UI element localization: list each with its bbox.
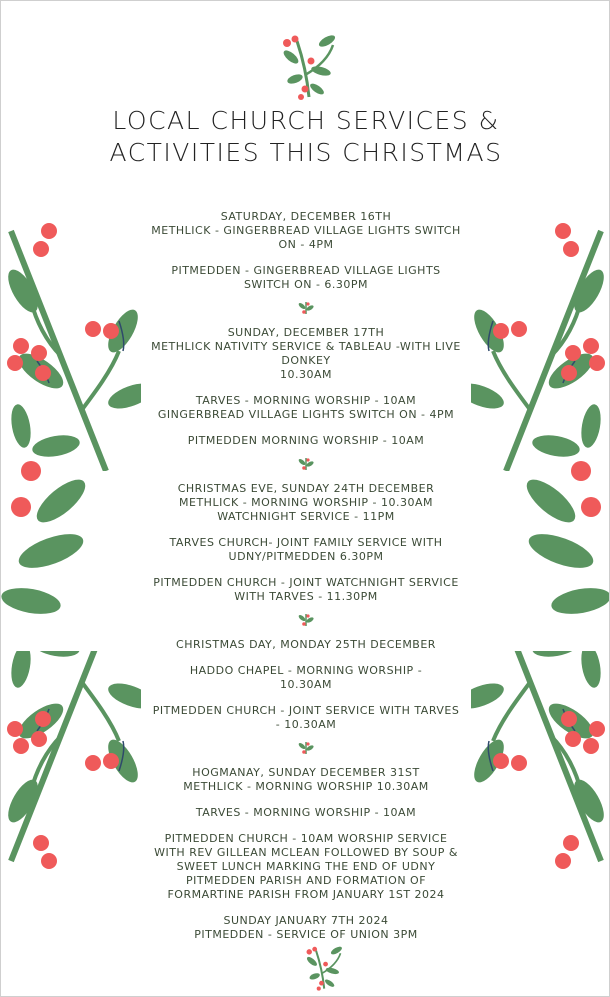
mistletoe-divider-icon [131, 300, 481, 316]
mistletoe-divider-icon [131, 612, 481, 628]
service-line: PITMEDDEN CHURCH - 10AM WORSHIP SERVICE [164, 832, 448, 845]
mistletoe-divider-icon [131, 456, 481, 472]
service-entry [131, 210, 481, 252]
service-line: METHLICK - GINGERBREAD VILLAGE LIGHTS SWITCH [151, 224, 461, 237]
service-line: PITMEDDEN MORNING WORSHIP - 10AM [187, 434, 425, 447]
service-entry [131, 326, 481, 382]
services-list [131, 210, 481, 954]
page-title [1, 105, 610, 169]
service-entry [131, 832, 481, 902]
service-line: PITMEDDEN - SERVICE OF UNION 3PM [194, 928, 418, 941]
mistletoe-sprig-icon [269, 27, 343, 103]
service-entry [131, 638, 481, 652]
title-line-2: ACTIVITIES THIS CHRISTMAS [109, 138, 503, 167]
service-line: PITMEDDEN CHURCH - JOINT WATCHNIGHT SERVICE [153, 576, 459, 589]
service-entry [131, 576, 481, 604]
service-entry [131, 434, 481, 448]
service-line: CHRISTMAS EVE, SUNDAY 24TH DECEMBER [177, 482, 435, 495]
mistletoe-branch-icon [1, 651, 141, 871]
service-line: METHLICK - MORNING WORSHIP - 10.30AM [179, 496, 433, 509]
service-line: - 10.30AM [275, 718, 337, 731]
service-line: TARVES - MORNING WORSHIP - 10AM [195, 806, 417, 819]
service-entry [131, 664, 481, 692]
service-line: CHRISTMAS DAY, MONDAY 25TH DECEMBER [176, 638, 436, 651]
mistletoe-branch-icon [1, 461, 121, 621]
service-line: DONKEY [281, 354, 331, 367]
service-entry [131, 914, 481, 942]
service-line: 10.30AM [279, 368, 332, 381]
mistletoe-branch-icon [471, 221, 610, 471]
service-line: HOGMANAY, SUNDAY DECEMBER 31ST [192, 766, 420, 779]
service-line: ON - 4PM [278, 238, 334, 251]
service-line: PITMEDDEN PARISH AND FORMATION OF [185, 874, 427, 887]
service-line: PITMEDDEN - GINGERBREAD VILLAGE LIGHTS [171, 264, 441, 277]
service-entry [131, 536, 481, 564]
service-line: 10.30AM [279, 678, 332, 691]
service-line: FORMARTINE PARISH FROM JANUARY 1ST 2024 [167, 888, 445, 901]
service-entry [131, 704, 481, 732]
service-line: METHLICK NATIVITY SERVICE & TABLEAU -WITH LIVE [151, 340, 461, 353]
service-line: SWEET LUNCH MARKING THE END OF UDNY [176, 860, 436, 873]
mistletoe-branch-icon [491, 461, 610, 621]
title-line-1: LOCAL CHURCH SERVICES & [112, 106, 500, 135]
service-line: TARVES - MORNING WORSHIP - 10AM [195, 394, 417, 407]
service-line: HADDO CHAPEL - MORNING WORSHIP - [189, 664, 423, 677]
service-line: WITH TARVES - 11.30PM [234, 590, 378, 603]
service-line: METHLICK - MORNING WORSHIP 10.30AM [183, 780, 429, 793]
service-line: TARVES CHURCH- JOINT FAMILY SERVICE WITH [169, 536, 443, 549]
service-line: WATCHNIGHT SERVICE - 11PM [217, 510, 395, 523]
mistletoe-divider-icon [131, 740, 481, 756]
service-entry [131, 264, 481, 292]
service-line: UDNY/PITMEDDEN 6.30PM [228, 550, 384, 563]
service-line: SATURDAY, DECEMBER 16TH [220, 210, 392, 223]
mistletoe-branch-icon [1, 221, 141, 471]
service-line: SWITCH ON - 6.30PM [243, 278, 369, 291]
service-entry [131, 482, 481, 524]
mistletoe-branch-icon [471, 651, 610, 871]
service-line: PITMEDDEN CHURCH - JOINT SERVICE WITH TARVES [152, 704, 460, 717]
service-entry [131, 806, 481, 820]
service-entry [131, 766, 481, 794]
service-line: SUNDAY, DECEMBER 17TH [227, 326, 385, 339]
service-entry [131, 394, 481, 422]
service-line: SUNDAY JANUARY 7TH 2024 [223, 914, 389, 927]
service-line: GINGERBREAD VILLAGE LIGHTS SWITCH ON - 4PM [157, 408, 455, 421]
service-line: WITH REV GILLEAN MCLEAN FOLLOWED BY SOUP & [154, 846, 458, 859]
